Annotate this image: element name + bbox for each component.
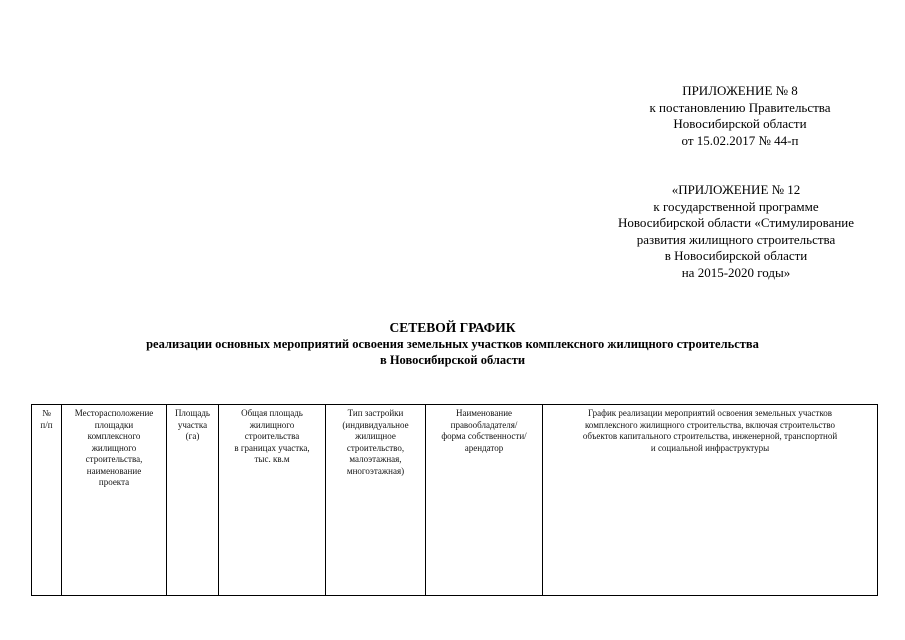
column-header-line: Месторасположение	[74, 408, 154, 418]
column-header-line: (индивидуальное	[342, 419, 409, 430]
column-header-owner	[426, 405, 543, 596]
appendix-12-reference: к государственной программе	[653, 198, 819, 214]
document-title	[0, 319, 905, 368]
column-header-line: строительства,	[85, 454, 143, 464]
appendix-8-date-number: от 15.02.2017 № 44-п	[681, 132, 799, 148]
column-header-line: жилищного	[91, 442, 137, 453]
column-header-line: График реализации мероприятий освоения земельных участков	[587, 408, 832, 418]
column-header-line: участка	[177, 419, 208, 430]
column-header-number	[32, 405, 62, 596]
appendix-12-years: на 2015-2020 годы»	[681, 264, 791, 280]
table-header-row	[32, 405, 878, 596]
column-header-location	[62, 405, 167, 596]
column-header-line: и социальной инфраструктуры	[650, 442, 770, 453]
column-header-line: форма собственности/	[441, 431, 527, 441]
column-header-line: Площадь	[174, 408, 211, 418]
appendix-12-title: «ПРИЛОЖЕНИЕ № 12	[671, 182, 801, 197]
document-subtitle-line-2: в Новосибирской области	[379, 353, 526, 367]
schedule-table	[31, 404, 878, 596]
column-header-line: в границах участка,	[234, 442, 310, 453]
column-header-line: Наименование	[455, 408, 513, 418]
column-header-line: площадки	[94, 419, 134, 430]
column-header-schedule	[543, 405, 878, 596]
column-header-line: проекта	[98, 477, 130, 487]
column-header-line: строительства	[244, 431, 300, 441]
column-header-line: п/п	[40, 419, 53, 430]
appendix-12-program-line-3: в Новосибирской области	[664, 248, 808, 263]
column-header-line: арендатор	[464, 442, 504, 453]
document-heading: СЕТЕВОЙ ГРАФИК	[389, 320, 516, 335]
column-header-line: (га)	[185, 431, 200, 441]
column-header-line: жилищное	[355, 431, 396, 441]
column-header-line: правообладателя/	[450, 419, 518, 430]
column-header-line: малоэтажная,	[349, 454, 402, 464]
appendix-12-header	[581, 182, 891, 281]
document-subtitle-line-1: реализации основных мероприятий освоения земельных участков комплексного жилищного строительства	[146, 337, 759, 351]
column-header-line: многоэтажная)	[346, 465, 405, 476]
column-header-line: комплексного	[87, 431, 141, 441]
appendix-8-region: Новосибирской области	[673, 116, 807, 131]
column-header-line: строительство,	[346, 442, 405, 453]
appendix-8-title: ПРИЛОЖЕНИЕ № 8	[682, 83, 798, 98]
column-header-line: Тип застройки	[347, 408, 404, 418]
column-header-plot-area	[167, 405, 219, 596]
column-header-line: Общая площадь	[241, 408, 303, 418]
appendix-12-program-line-2: развития жилищного строительства	[636, 231, 836, 247]
column-header-line: комплексного жилищного строительства, включая строительство	[584, 419, 836, 430]
column-header-line: тыс. кв.м	[254, 454, 290, 464]
appendix-12-program-line-1: Новосибирской области «Стимулирование	[617, 215, 855, 230]
column-header-line: №	[42, 408, 51, 418]
appendix-8-reference: к постановлению Правительства	[649, 99, 831, 115]
appendix-8-header	[615, 83, 865, 149]
column-header-housing-area	[219, 405, 326, 596]
column-header-line: наименование	[86, 465, 142, 476]
column-header-development-type	[326, 405, 426, 596]
column-header-line: жилищного	[249, 419, 295, 430]
column-header-line: объектов капитального строительства, инженерной, транспортной	[582, 431, 838, 441]
